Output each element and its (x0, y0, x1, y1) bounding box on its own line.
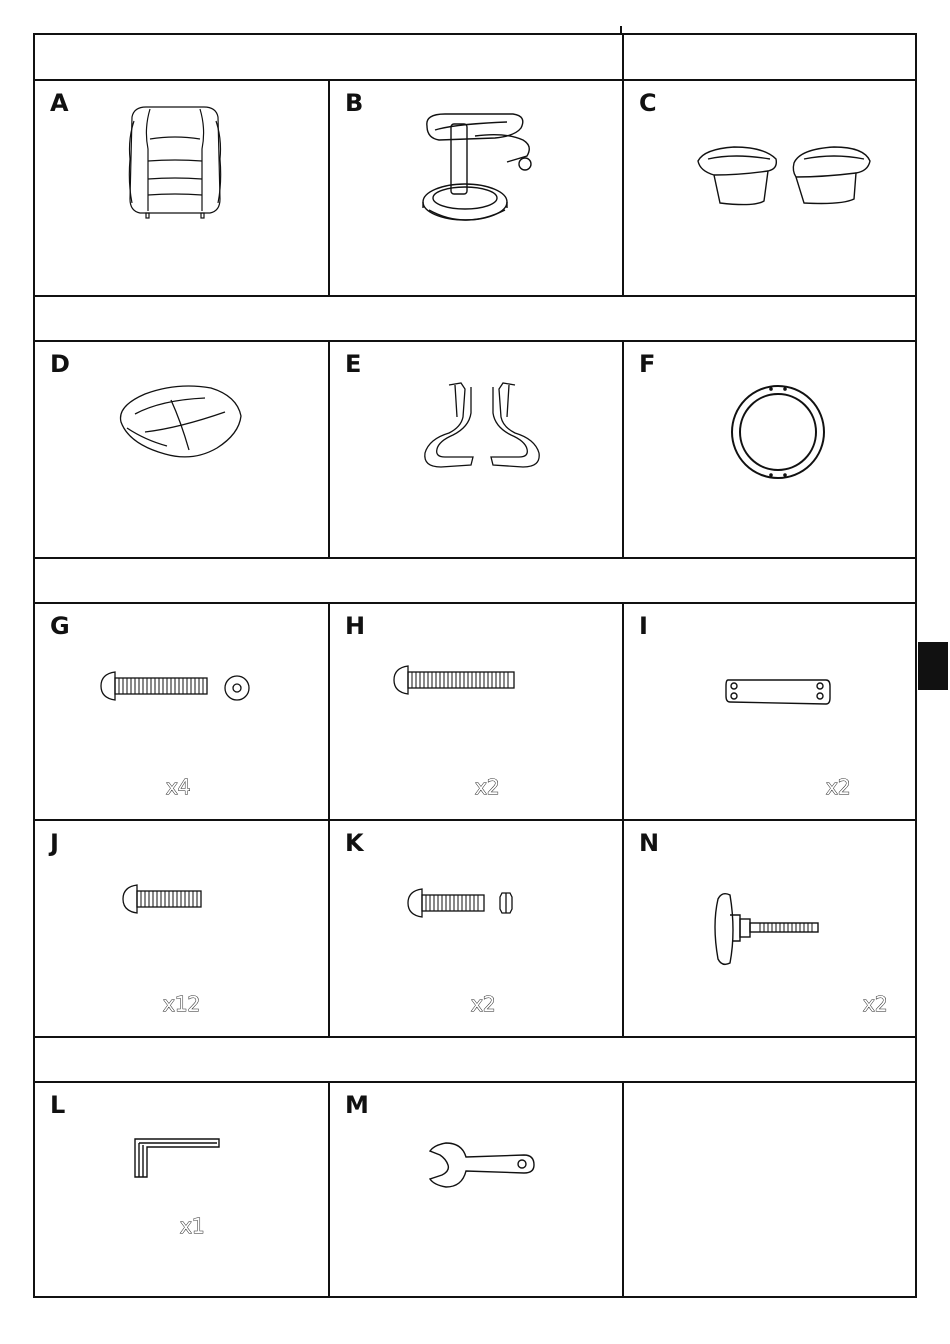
bolt-with-washer-illustration (99, 668, 255, 704)
quantity-label: x1 (180, 1214, 205, 1238)
part-cell-k (330, 821, 622, 1036)
page-edge-tab (918, 642, 948, 690)
arm-frames-illustration (415, 377, 550, 477)
part-letter: C (639, 89, 657, 117)
part-letter: G (50, 612, 70, 640)
grid-line (35, 1036, 915, 1038)
wrench-illustration (426, 1139, 538, 1191)
part-cell-e (330, 342, 622, 557)
part-letter: K (345, 829, 364, 857)
armrest-pads-illustration (694, 141, 879, 213)
short-bolt-illustration (121, 881, 207, 917)
long-bolt-illustration (392, 662, 522, 698)
part-letter: L (50, 1091, 66, 1119)
backrest-illustration (120, 99, 230, 229)
swivel-base-illustration (415, 106, 545, 226)
quantity-label: x2 (826, 775, 851, 799)
part-letter: M (345, 1091, 369, 1119)
part-cell-n (624, 821, 915, 1036)
quantity-label: x2 (863, 992, 888, 1016)
part-letter: N (639, 829, 660, 857)
part-letter: E (345, 350, 362, 378)
part-cell-i (624, 604, 915, 819)
quantity-label: x12 (163, 992, 201, 1016)
grid-line (622, 35, 624, 79)
parts-table (33, 33, 917, 1298)
bolt-with-nut-illustration (406, 885, 518, 921)
part-cell-f (624, 342, 915, 557)
empty-cell (624, 1083, 915, 1296)
seat-cushion-illustration (115, 382, 245, 462)
part-letter: F (639, 350, 656, 378)
part-letter: H (345, 612, 366, 640)
part-cell-m (330, 1083, 622, 1296)
part-letter: J (50, 829, 59, 857)
quantity-label: x2 (475, 775, 500, 799)
part-cell-c (624, 81, 915, 295)
part-cell-d (35, 342, 328, 557)
allen-key-illustration (133, 1135, 221, 1179)
part-letter: I (639, 612, 648, 640)
quantity-label: x4 (166, 775, 191, 799)
part-cell-b (330, 81, 622, 295)
grid-line (35, 557, 915, 559)
part-cell-a (35, 81, 328, 295)
part-letter: D (50, 350, 70, 378)
part-cell-l (35, 1083, 328, 1296)
part-cell-j (35, 821, 328, 1036)
knob-screw-illustration (710, 885, 820, 985)
part-cell-g (35, 604, 328, 819)
part-letter: B (345, 89, 364, 117)
part-letter: A (50, 89, 69, 117)
grid-line (35, 295, 915, 297)
connecting-plate-illustration (722, 674, 834, 710)
part-cell-h (330, 604, 622, 819)
ring-illustration (728, 382, 828, 482)
quantity-label: x2 (471, 992, 496, 1016)
